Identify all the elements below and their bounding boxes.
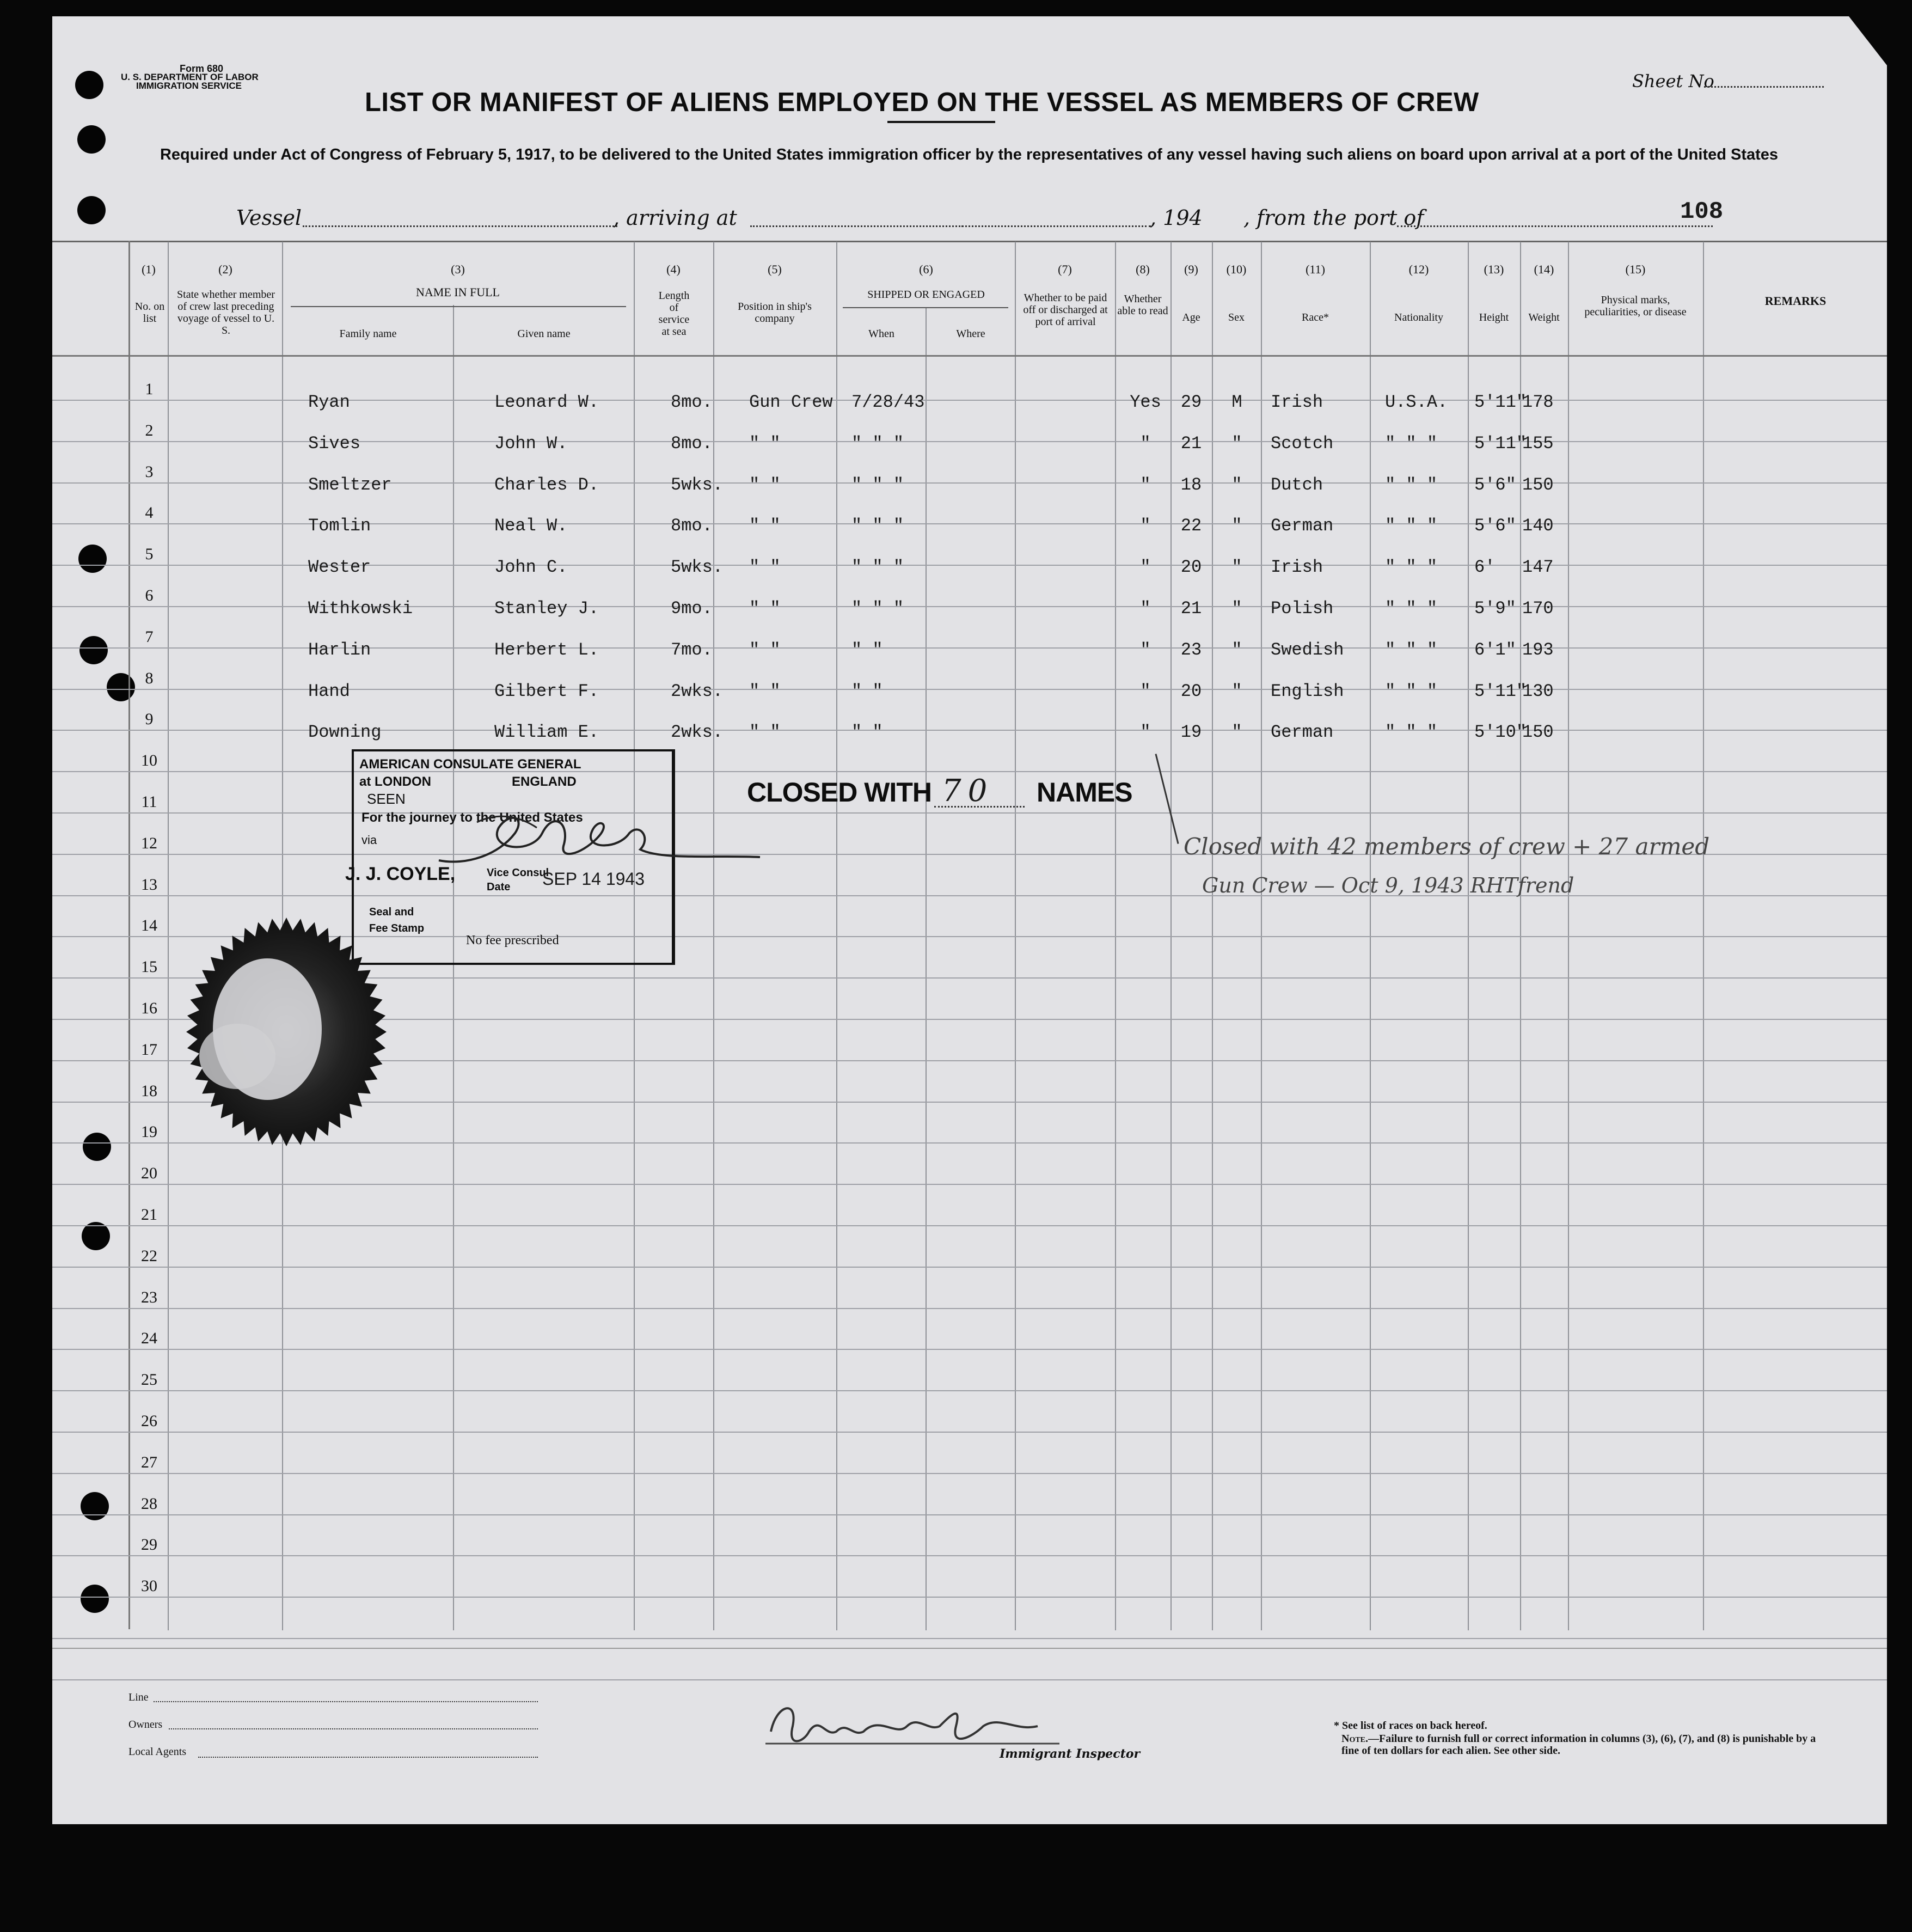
- cell-height: 5'11": [1474, 392, 1527, 412]
- cell-race: Dutch: [1271, 474, 1323, 495]
- line-number: 21: [141, 1206, 157, 1224]
- cell-service: 8mo.: [671, 392, 713, 412]
- cell-given: Neal W.: [494, 516, 568, 536]
- cell-weight: 147: [1522, 557, 1554, 578]
- stamp-fee-note: No fee prescribed: [466, 933, 559, 947]
- cell-sex: ": [1231, 557, 1242, 578]
- cell-position: " ": [749, 474, 781, 495]
- line-number: 8: [145, 669, 154, 687]
- remarks-heading: REMARKS: [1764, 294, 1827, 308]
- col-num-1: (1): [142, 262, 156, 276]
- punch-hole: [81, 1585, 109, 1613]
- cell-family: Withkowski: [308, 598, 413, 619]
- col-num-10: (10): [1226, 262, 1247, 276]
- inspector-label: Immigrant Inspector: [1000, 1747, 1141, 1761]
- closed-count-line: [934, 806, 1025, 808]
- line-number: 22: [141, 1246, 157, 1265]
- table-left-border: [128, 241, 130, 1629]
- col-label-14: Weight: [1528, 311, 1560, 323]
- cell-when: " " ": [851, 433, 904, 454]
- cell-age: 21: [1180, 433, 1202, 454]
- row-rule: [52, 1597, 1887, 1598]
- cell-read: ": [1140, 722, 1151, 743]
- cell-height: 5'9": [1474, 598, 1516, 619]
- line-number: 14: [141, 916, 157, 935]
- cell-race: Scotch: [1271, 433, 1334, 454]
- punch-hole: [77, 196, 106, 224]
- shipped-subheader-rule: [843, 307, 1008, 308]
- cell-service: 5wks.: [671, 474, 724, 495]
- form-number: Form 680: [180, 63, 224, 74]
- row-rule: [52, 1225, 1887, 1226]
- cell-service: 8mo.: [671, 516, 713, 536]
- line-number: 20: [141, 1164, 157, 1183]
- line-number: 27: [141, 1453, 157, 1471]
- cell-service: 8mo.: [671, 433, 713, 454]
- cell-read: ": [1140, 639, 1151, 660]
- cell-age: 20: [1180, 681, 1202, 701]
- cell-when: 7/28/43: [851, 392, 925, 412]
- cell-age: 20: [1180, 557, 1202, 578]
- cell-age: 22: [1180, 516, 1202, 536]
- col-num-11: (11): [1306, 262, 1325, 276]
- manifest-sheet: [52, 16, 1887, 1824]
- table-top-border: [52, 241, 1887, 242]
- cell-service: 2wks.: [671, 681, 724, 701]
- col-num-7: (7): [1058, 262, 1072, 276]
- row-rule: [52, 1432, 1887, 1433]
- col-label-15: Physical marks, peculiarities, or disease: [1584, 294, 1687, 318]
- cell-read: ": [1140, 474, 1151, 495]
- footer-owners-label: Owners: [128, 1719, 163, 1731]
- cell-given: Stanley J.: [494, 598, 599, 619]
- line-number: 16: [141, 999, 157, 1017]
- col-num-4: (4): [666, 262, 681, 276]
- cell-position: " ": [749, 598, 781, 619]
- stamp-date: SEP 14 1943: [542, 869, 645, 889]
- races-note: * See list of races on back hereof.: [1334, 1720, 1487, 1732]
- col-label-7: Whether to be paid off or discharged at port of arrival: [1023, 292, 1108, 328]
- cell-nationality: " " ": [1385, 474, 1438, 495]
- line-number: 19: [141, 1123, 157, 1141]
- consul-signature-icon: [433, 800, 771, 877]
- cell-read: ": [1140, 598, 1151, 619]
- cell-service: 5wks.: [671, 557, 724, 578]
- cell-nationality: " " ": [1385, 722, 1438, 743]
- line-number: 28: [141, 1494, 157, 1513]
- cell-nationality: " " ": [1385, 681, 1438, 701]
- col-num-9: (9): [1184, 262, 1198, 276]
- col-num-3: (3): [451, 262, 465, 276]
- row-rule: [52, 1638, 1887, 1639]
- date-field[interactable]: [961, 225, 1151, 227]
- line-number: 29: [141, 1536, 157, 1554]
- cell-weight: 130: [1522, 681, 1554, 701]
- row-rule: [52, 1184, 1887, 1185]
- footer-line-field[interactable]: [154, 1701, 538, 1702]
- name-subheader-rule: [291, 306, 626, 307]
- stamp-officer-name: J. J. COYLE,: [345, 864, 456, 884]
- cell-race: English: [1271, 681, 1344, 701]
- stamp-seen: SEEN: [367, 791, 406, 807]
- footer-top-rule: [52, 1648, 1887, 1649]
- footer-agents-label: Local Agents: [128, 1746, 187, 1758]
- cell-age: 18: [1180, 474, 1202, 495]
- cell-race: German: [1271, 516, 1334, 536]
- department-name: U. S. DEPARTMENT OF LABOR: [121, 72, 259, 82]
- col-label-12: Nationality: [1394, 311, 1443, 323]
- row-rule: [52, 771, 1887, 772]
- cell-given: John W.: [494, 433, 568, 454]
- cell-service: 2wks.: [671, 722, 724, 743]
- vessel-label: Vessel: [236, 206, 302, 230]
- row-rule: [52, 1349, 1887, 1350]
- col-label-8: Whether able to read: [1117, 293, 1168, 317]
- cell-weight: 150: [1522, 474, 1554, 495]
- col-num-5: (5): [768, 262, 782, 276]
- line-number: 2: [145, 421, 154, 439]
- line-number: 6: [145, 586, 154, 604]
- cell-position: " ": [749, 639, 781, 660]
- pencil-stroke: [1155, 754, 1179, 844]
- row-rule: [52, 895, 1887, 896]
- cell-height: 6': [1474, 557, 1496, 578]
- where-heading: Where: [956, 328, 985, 340]
- cell-age: 21: [1180, 598, 1202, 619]
- folded-corner: [1849, 16, 1887, 65]
- cell-age: 29: [1180, 392, 1202, 412]
- cell-weight: 140: [1522, 516, 1554, 536]
- sheet-number-field[interactable]: [1704, 86, 1824, 88]
- punch-hole: [83, 1133, 111, 1161]
- cell-family: Hand: [308, 681, 350, 701]
- line-number: 26: [141, 1412, 157, 1430]
- cell-family: Wester: [308, 557, 371, 578]
- line-number: 15: [141, 958, 157, 976]
- row-rule: [52, 1267, 1887, 1268]
- cell-when: " " ": [851, 516, 904, 536]
- given-name-heading: Given name: [517, 328, 571, 340]
- col-num-14: (14): [1534, 262, 1554, 276]
- cell-family: Tomlin: [308, 516, 371, 536]
- cell-given: John C.: [494, 557, 568, 578]
- line-number: 13: [141, 875, 157, 894]
- stamp-via: via: [361, 833, 377, 847]
- cell-nationality: U.S.A.: [1385, 392, 1448, 412]
- col-label-13: Height: [1479, 311, 1509, 323]
- cell-height: 5'10": [1474, 722, 1527, 743]
- sheet-number-label: Sheet No: [1632, 71, 1714, 91]
- cell-sex: ": [1231, 598, 1242, 619]
- stamp-at-line: at LONDON: [359, 774, 431, 789]
- footer-line-label: Line: [128, 1691, 149, 1703]
- line-number: 1: [145, 380, 154, 398]
- cell-race: Polish: [1271, 598, 1334, 619]
- stamp-country: ENGLAND: [512, 774, 577, 789]
- stamp-consulate-line: AMERICAN CONSULATE GENERAL: [359, 757, 581, 772]
- cell-given: William E.: [494, 722, 599, 743]
- cell-height: 6'1": [1474, 639, 1516, 660]
- cell-nationality: " " ": [1385, 433, 1438, 454]
- col-num-6: (6): [919, 262, 933, 276]
- cell-read: ": [1140, 433, 1151, 454]
- line-number: 30: [141, 1577, 157, 1595]
- cell-family: Ryan: [308, 392, 350, 412]
- line-number: 5: [145, 545, 154, 564]
- cell-when: " " ": [851, 557, 904, 578]
- col-label-3: NAME IN FULL: [416, 285, 500, 299]
- col-num-12: (12): [1408, 262, 1429, 276]
- row-rule: [52, 1308, 1887, 1309]
- cell-height: 5'6": [1474, 516, 1516, 536]
- closed-with-suffix: NAMES: [1037, 777, 1132, 808]
- cell-given: Herbert L.: [494, 639, 599, 660]
- cell-sex: ": [1231, 639, 1242, 660]
- vessel-field[interactable]: [303, 225, 617, 227]
- cell-weight: 150: [1522, 722, 1554, 743]
- row-rule: [52, 1679, 1887, 1680]
- line-number: 4: [145, 504, 154, 522]
- line-number: 25: [141, 1371, 157, 1389]
- cell-when: " ": [851, 722, 883, 743]
- cell-family: Downing: [308, 722, 382, 743]
- line-number: 24: [141, 1329, 157, 1348]
- col-num-15: (15): [1625, 262, 1646, 276]
- cell-nationality: " " ": [1385, 598, 1438, 619]
- cell-given: Leonard W.: [494, 392, 599, 412]
- cell-family: Sives: [308, 433, 361, 454]
- cell-when: " ": [851, 639, 883, 660]
- line-number: 12: [141, 834, 157, 852]
- col-num-8: (8): [1136, 262, 1150, 276]
- line-number: 18: [141, 1081, 157, 1100]
- row-rule: [52, 812, 1887, 814]
- when-heading: When: [868, 328, 894, 340]
- stamp-seal-label: Seal and Fee Stamp: [369, 906, 425, 934]
- col-label-4: Length of service at sea: [658, 290, 690, 338]
- cell-race: Swedish: [1271, 639, 1344, 660]
- service-name: IMMIGRATION SERVICE: [136, 81, 242, 91]
- line-number: 17: [141, 1040, 157, 1059]
- cell-read: ": [1140, 516, 1151, 536]
- cell-sex: ": [1231, 516, 1242, 536]
- handwritten-note-line2: Gun Crew — Oct 9, 1943 RHTfrend: [1202, 873, 1574, 897]
- embossed-seal-icon: [172, 904, 401, 1160]
- fine-note: [1341, 1733, 1821, 1757]
- cell-sex: ": [1231, 681, 1242, 701]
- cell-family: Harlin: [308, 639, 371, 660]
- footer-owners-field[interactable]: [169, 1728, 538, 1729]
- cell-race: Irish: [1271, 557, 1323, 578]
- line-number: 11: [141, 793, 157, 811]
- punch-hole: [81, 1492, 109, 1520]
- cell-race: German: [1271, 722, 1334, 743]
- cell-service: 7mo.: [671, 639, 713, 660]
- page-number: 108: [1680, 198, 1724, 225]
- col-num-13: (13): [1484, 262, 1504, 276]
- col-label-6: SHIPPED OR ENGAGED: [867, 289, 985, 301]
- cell-position: " ": [749, 433, 781, 454]
- cell-position: Gun Crew: [749, 392, 833, 412]
- family-name-heading: Family name: [339, 328, 397, 340]
- fine-note-head: Note.: [1341, 1733, 1369, 1745]
- cell-sex: ": [1231, 474, 1242, 495]
- cell-position: " ": [749, 681, 781, 701]
- cell-height: 5'6": [1474, 474, 1516, 495]
- cell-nationality: " " ": [1385, 516, 1438, 536]
- cell-nationality: " " ": [1385, 557, 1438, 578]
- cell-position: " ": [749, 722, 781, 743]
- cell-height: 5'11": [1474, 433, 1527, 454]
- cell-read: Yes: [1130, 392, 1161, 412]
- cell-sex: ": [1231, 433, 1242, 454]
- cell-when: " ": [851, 681, 883, 701]
- cell-weight: 178: [1522, 392, 1554, 412]
- cell-when: " " ": [851, 598, 904, 619]
- cell-given: Gilbert F.: [494, 681, 599, 701]
- stamp-journey: For the journey to the United States: [361, 810, 583, 825]
- title-underline: [887, 121, 995, 123]
- col-label-9: Age: [1182, 311, 1200, 323]
- col-num-2: (2): [218, 262, 232, 276]
- cell-age: 23: [1180, 639, 1202, 660]
- row-rule: [52, 1390, 1887, 1391]
- cell-sex: M: [1231, 392, 1242, 412]
- cell-age: 19: [1180, 722, 1202, 743]
- cell-when: " " ": [851, 474, 904, 495]
- stamp-officer-title: Vice Consul: [487, 867, 549, 879]
- year-label: , 194: [1150, 206, 1203, 230]
- cell-position: " ": [749, 557, 781, 578]
- handwritten-note-line1: Closed with 42 members of crew + 27 armed: [1184, 833, 1710, 860]
- col-label-5: Position in ship's company: [738, 301, 812, 325]
- cell-service: 9mo.: [671, 598, 713, 619]
- col-label-11: Race*: [1302, 311, 1329, 323]
- line-number: 23: [141, 1288, 157, 1306]
- from-port-field[interactable]: [1397, 225, 1713, 227]
- cell-position: " ": [749, 516, 781, 536]
- punch-hole: [79, 636, 108, 664]
- punch-hole: [78, 545, 107, 573]
- cell-read: ": [1140, 681, 1151, 701]
- cell-weight: 193: [1522, 639, 1554, 660]
- closed-with-prefix: CLOSED WITH: [747, 777, 932, 808]
- row-rule: [52, 1473, 1887, 1474]
- cell-weight: 170: [1522, 598, 1554, 619]
- col-label-2: State whether member of crew last preceding voyage of vessel to U. S.: [177, 289, 275, 337]
- cell-race: Irish: [1271, 392, 1323, 412]
- stamp-date-label: Date: [487, 881, 511, 893]
- punch-hole: [77, 125, 106, 154]
- closed-count: 70: [942, 773, 994, 809]
- from-port-label: , from the port of: [1243, 206, 1424, 230]
- punch-hole: [75, 71, 103, 99]
- header-bottom-rule: [52, 355, 1887, 357]
- row-rule: [52, 1514, 1887, 1515]
- cell-read: ": [1140, 557, 1151, 578]
- cell-family: Smeltzer: [308, 474, 392, 495]
- line-number: 3: [145, 462, 154, 481]
- cell-sex: ": [1231, 722, 1242, 743]
- footer-agents-field[interactable]: [198, 1757, 538, 1758]
- line-number: 7: [145, 627, 154, 646]
- cell-weight: 155: [1522, 433, 1554, 454]
- cell-height: 5'11": [1474, 681, 1527, 701]
- line-number: 10: [141, 751, 157, 770]
- fine-note-text: —Failure to furnish full or correct information in columns (3), (6), (7), and (8) is punishable by a fine of ten dollars for each alien. See other side.: [1341, 1733, 1816, 1757]
- arriving-label: , arriving at: [613, 206, 737, 230]
- punch-hole: [107, 673, 135, 701]
- row-rule: [52, 1555, 1887, 1556]
- cell-given: Charles D.: [494, 474, 599, 495]
- col-label-1: No. on list: [134, 301, 165, 325]
- col-label-10: Sex: [1228, 311, 1245, 323]
- line-number: 9: [145, 710, 154, 729]
- cell-nationality: " " ": [1385, 639, 1438, 660]
- form-subtitle: Required under Act of Congress of February 5, 1917, to be delivered to the United States immigration officer by the representatives of any vessel having such aliens on board upon arrival at a port of the United States: [160, 146, 1779, 163]
- form-title: LIST OR MANIFEST OF ALIENS EMPLOYED ON THE VESSEL AS MEMBERS OF CREW: [365, 88, 1479, 117]
